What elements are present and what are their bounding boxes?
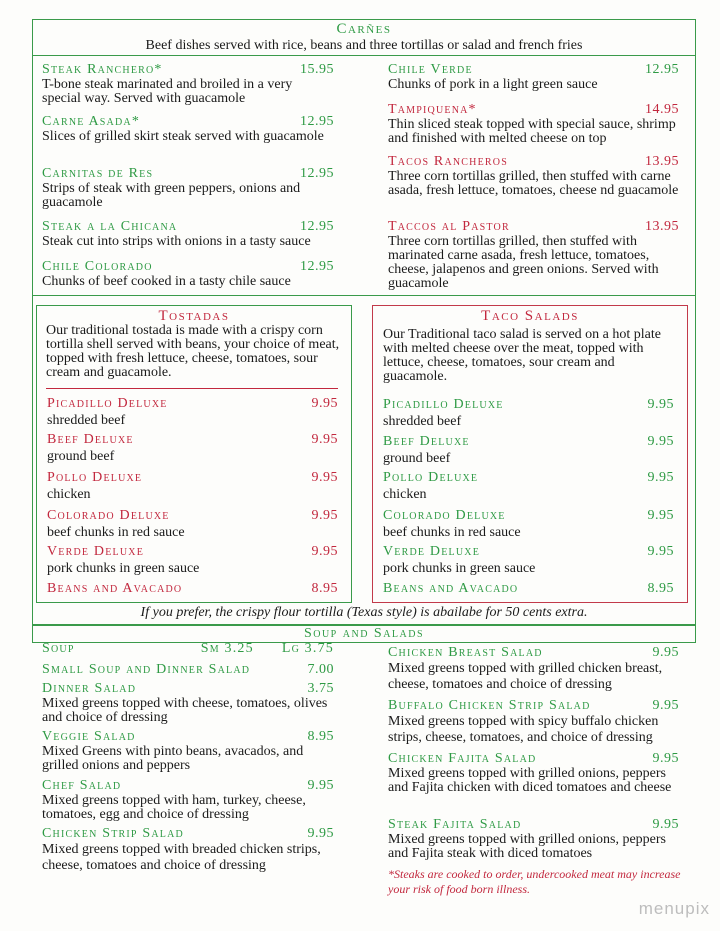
item-description: Chunks of beef cooked in a tasty chile sauce <box>42 274 291 289</box>
menu-item <box>47 470 338 502</box>
menu-item <box>47 396 338 428</box>
menu-item <box>42 778 334 822</box>
menu-item <box>42 259 334 289</box>
texas-style-note: If you prefer, the crispy flour tortilla (Texas style) is abailabe for 50 cents extra. <box>140 605 588 620</box>
item-description: Steak cut into strips with onions in a tasty sauce <box>42 234 311 249</box>
menu-item <box>42 681 334 725</box>
item-description: Mixed Greens with pinto beans, avacados, and grilled onions and peppers <box>42 744 304 773</box>
item-price: 12.95 <box>300 166 334 181</box>
item-price: 15.95 <box>300 62 334 77</box>
menu-item <box>42 219 334 249</box>
item-name: Tampiquena* <box>388 102 477 117</box>
item-price: 9.95 <box>652 751 679 766</box>
item-price: 9.95 <box>652 817 679 832</box>
item-name: Chef Salad <box>42 778 122 793</box>
item-price: 9.95 <box>311 470 338 485</box>
item-price: 12.95 <box>300 259 334 274</box>
item-price: 13.95 <box>645 219 679 234</box>
item-description: Mixed greens topped with grilled onions, peppers and Fajita chicken with diced tomatoes and cheese <box>388 766 672 795</box>
item-name: Small Soup and Dinner Salad <box>42 662 251 677</box>
soup-large-price: Lg 3.75 <box>281 641 334 656</box>
item-name: Beef Deluxe <box>383 434 470 449</box>
item-description: Mixed greens topped with breaded chicken strips, cheese, tomatoes and choice of dressing <box>42 842 321 873</box>
item-description: Mixed greens topped with ham, turkey, cheese, tomatoes, egg and choice of dressing <box>42 793 306 822</box>
menu-item <box>383 397 674 429</box>
undercooked-warning: *Steaks are cooked to order, undercooked meat may increase your risk of food born illness. <box>388 867 681 896</box>
item-name: Picadillo Deluxe <box>383 397 504 412</box>
menu-item <box>47 581 338 597</box>
item-price: 9.95 <box>307 778 334 793</box>
item-description: beef chunks in red sauce <box>383 525 521 540</box>
item-price: 14.95 <box>645 102 679 117</box>
soup-small-price: Sm 3.25 <box>200 641 254 656</box>
item-description: Mixed greens topped with grilled onions, peppers and Fajita steak with diced tomatoes <box>388 832 667 861</box>
taco-salads-intro: Our Traditional taco salad is served on a hot plate with melted cheese over the meat, topped with lettuce, cheese, tomatoes, sour cream and guacamole. <box>383 327 661 384</box>
menu-item <box>47 432 338 464</box>
item-name: Veggie Salad <box>42 729 136 744</box>
tostadas-title: Tostadas <box>158 308 230 324</box>
taco-salads-title: Taco Salads <box>481 308 579 324</box>
item-description: pork chunks in green sauce <box>383 561 536 576</box>
item-description: Three corn tortillas grilled, then stuffed with marinated carne asada, fresh lettuce, tomatoes, cheese, jalapenos and green onions. Served with guacamole <box>388 234 659 291</box>
item-price: 3.75 <box>307 681 334 696</box>
soup-salads-title: Soup and Salads <box>303 626 425 641</box>
item-description: Slices of grilled skirt steak served with guacamole <box>42 129 324 144</box>
item-name: Steak Fajita Salad <box>388 817 522 832</box>
item-name: Buffalo Chicken Strip Salad <box>388 698 591 713</box>
item-description: Mixed greens topped with spicy buffalo chicken strips, cheese, tomatoes, and choice of dressing <box>388 714 659 745</box>
item-price: 9.95 <box>652 645 679 660</box>
item-price: 9.95 <box>307 826 334 841</box>
menu-item <box>388 751 679 795</box>
menu-item <box>383 434 674 466</box>
item-name: Colorado Deluxe <box>383 508 506 523</box>
item-name: Soup <box>42 641 75 656</box>
item-price: 9.95 <box>311 396 338 411</box>
menu-item <box>42 826 334 874</box>
item-name: Chile Colorado <box>42 259 153 274</box>
item-price: 9.95 <box>647 397 674 412</box>
item-name: Pollo Deluxe <box>383 470 479 485</box>
item-description: chicken <box>47 487 91 502</box>
item-price: 8.95 <box>311 581 338 596</box>
item-price: 9.95 <box>647 470 674 485</box>
item-price: 12.95 <box>645 62 679 77</box>
item-name: Picadillo Deluxe <box>47 396 168 411</box>
menu-item <box>47 508 338 540</box>
item-price: 9.95 <box>647 434 674 449</box>
tostadas-intro: Our traditional tostada is made with a crispy corn tortilla shell served with beans, your choice of meat, topped with fresh lettuce, cheese, tomatoes, sour cream and guacamole. <box>46 323 340 380</box>
carnes-subtitle: Beef dishes served with rice, beans and three tortillas or salad and french fries <box>145 38 583 53</box>
menu-item <box>388 102 679 146</box>
item-name: Carnitas de Res <box>42 166 154 181</box>
menu-item <box>388 62 679 92</box>
item-name: Steak Ranchero* <box>42 62 163 77</box>
menu-item <box>383 544 674 576</box>
carnes-header-box <box>32 19 696 56</box>
item-price: 7.00 <box>307 662 334 677</box>
tostadas-divider <box>46 388 338 389</box>
item-description: T-bone steak marinated and broiled in a very special way. Served with guacamole <box>42 77 293 106</box>
item-name: Carne Asada* <box>42 114 141 129</box>
item-description: chicken <box>383 487 427 502</box>
carnes-title: Carñes <box>336 21 392 37</box>
menu-item <box>383 508 674 540</box>
menupix-watermark: menupix <box>638 899 710 918</box>
item-name: Beans and Avacado <box>383 581 519 596</box>
item-price: 9.95 <box>647 508 674 523</box>
item-name: Verde Deluxe <box>47 544 144 559</box>
item-name: Tacos Rancheros <box>388 154 508 169</box>
item-description: ground beef <box>383 451 451 466</box>
item-description: Thin sliced steak topped with special sauce, shrimp and finished with melted cheese on top <box>388 117 676 146</box>
menu-item <box>383 470 674 502</box>
item-name: Taccos al Pastor <box>388 219 510 234</box>
item-name: Steak a la Chicana <box>42 219 178 234</box>
menu-item <box>42 166 334 210</box>
item-name: Chicken Breast Salad <box>388 645 543 660</box>
soup-item <box>42 641 334 657</box>
item-description: Chunks of pork in a light green sauce <box>388 77 598 92</box>
menu-item <box>42 729 334 773</box>
menu-item <box>388 698 679 746</box>
item-name: Beef Deluxe <box>47 432 134 447</box>
item-price: 9.95 <box>311 544 338 559</box>
menu-item <box>388 219 679 291</box>
item-price: 12.95 <box>300 219 334 234</box>
item-description: shredded beef <box>47 413 126 428</box>
menu-item <box>383 581 674 597</box>
item-price: 8.95 <box>647 581 674 596</box>
item-name: Verde Deluxe <box>383 544 480 559</box>
item-name: Colorado Deluxe <box>47 508 170 523</box>
item-name: Dinner Salad <box>42 681 137 696</box>
item-name: Beans and Avacado <box>47 581 183 596</box>
menu-item <box>42 662 334 678</box>
item-name: Chicken Strip Salad <box>42 826 184 841</box>
item-name: Chicken Fajita Salad <box>388 751 537 766</box>
item-price: 12.95 <box>300 114 334 129</box>
item-price: 8.95 <box>307 729 334 744</box>
item-price: 9.95 <box>647 544 674 559</box>
menu-item <box>388 154 679 198</box>
item-price: 9.95 <box>652 698 679 713</box>
item-price: 9.95 <box>311 508 338 523</box>
menu-item <box>42 62 334 106</box>
item-description: Strips of steak with green peppers, onions and guacamole <box>42 181 301 210</box>
item-description: Three corn tortillas grilled, then stuffed with carne asada, fresh lettuce, tomatoes, cheese nd guacamole <box>388 169 679 198</box>
item-name: Chile Verde <box>388 62 473 77</box>
menu-item <box>47 544 338 576</box>
item-description: shredded beef <box>383 414 462 429</box>
item-description: Mixed greens topped with cheese, tomatoes, olives and choice of dressing <box>42 696 328 725</box>
item-description: Mixed greens topped with grilled chicken breast, cheese, tomatoes and choice of dressing <box>388 661 663 692</box>
item-description: beef chunks in red sauce <box>47 525 185 540</box>
item-price: 13.95 <box>645 154 679 169</box>
menu-item <box>42 114 334 144</box>
item-price: 9.95 <box>311 432 338 447</box>
item-description: ground beef <box>47 449 115 464</box>
item-name: Pollo Deluxe <box>47 470 143 485</box>
menu-item <box>388 645 679 693</box>
menu-item <box>388 817 679 861</box>
item-description: pork chunks in green sauce <box>47 561 200 576</box>
